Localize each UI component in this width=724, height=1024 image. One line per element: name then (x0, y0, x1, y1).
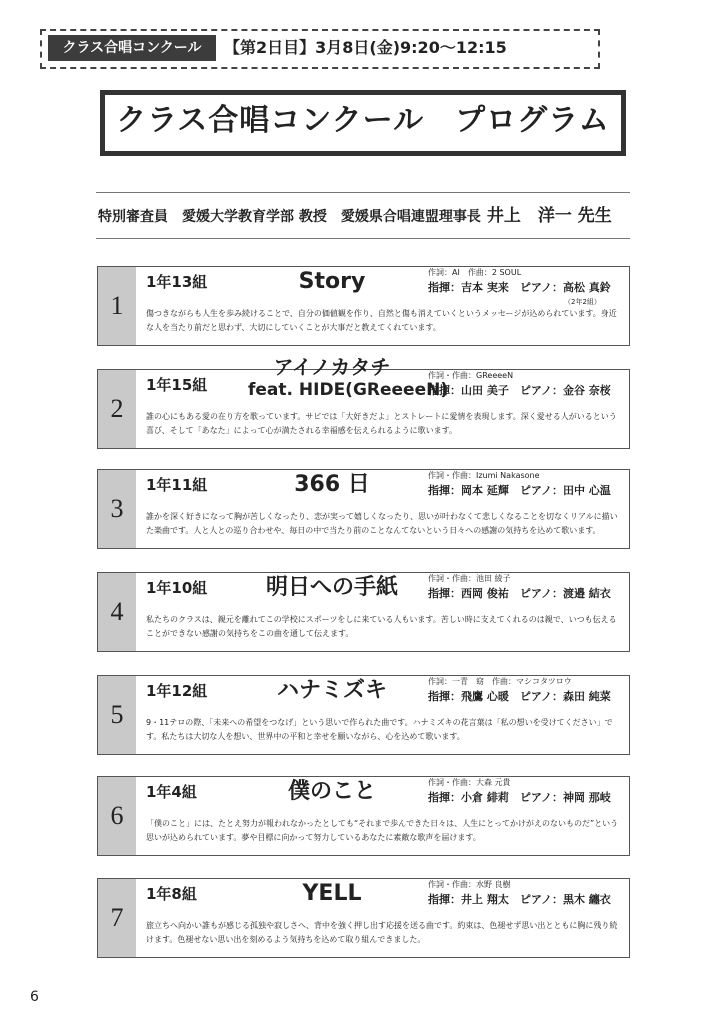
special-judge (98, 204, 628, 229)
header-date: 【第2日目】3月8日(金)9:20〜12:15 (224, 38, 507, 57)
song-title: 366 日 (294, 472, 370, 497)
entry-number-column (98, 777, 136, 855)
performers: 指揮：山田 美子 ピアノ：金谷 奈桜 (428, 384, 611, 397)
song-title: YELL (302, 881, 362, 906)
entry-number: 6 (110, 801, 124, 830)
class-name: 1年13組 (146, 273, 208, 291)
song-credits: 作詞・作曲：大森 元貴 (428, 778, 511, 787)
performers: 指揮：井上 翔太 ピアノ：黒木 纏衣 (428, 893, 611, 906)
entry-number: 3 (110, 494, 124, 523)
song-title: ハナミズキ (276, 678, 387, 703)
song-credits: 作詞：AI 作曲：2 SOUL (428, 268, 522, 277)
entry-number-column (98, 267, 136, 345)
song-description: 9・11テロの際、「未来への希望をつなげ」という思いで作られた曲です。ハナミズキの花言葉は「私の想いを受けてください」です。私たちは大切な人を想い、世界中の平和と幸せを願いながら、心を込めて歌います。 (146, 718, 613, 741)
performers: 指揮：飛鷹 心暖 ピアノ：森田 純菜 (428, 690, 611, 703)
program-entry (97, 572, 630, 652)
song-credits: 作詞：一青 窈 作曲：マシコタツロウ (428, 677, 572, 686)
performers: 指揮：岡本 延輝 ピアノ：田中 心温 (428, 484, 611, 497)
entry-number-column (98, 879, 136, 957)
song-description: 旅立ちへ向かい誰もが感じる孤独や寂しさへ、背中を強く押し出す応援を送る曲です。約束は、色褪せず思い出とともに胸に残り続けます。色褪せない思い出を刻めるよう気持ちを込めて取り組んできました。 (146, 921, 618, 944)
class-name: 1年11組 (146, 476, 208, 494)
entry-number: 2 (110, 394, 124, 423)
performers: 指揮：小倉 緋莉 ピアノ：神岡 那岐 (428, 791, 611, 804)
song-subtitle: feat. HIDE(GReeeeN) (248, 380, 449, 400)
entry-number: 4 (110, 597, 124, 626)
song-description: 傷つきながらも人生を歩み続けることで、自分の価値観を作り、自然と傷も消えていくというメッセージが込められています。身近な人を当たり前だと思わず、大切にしていくことが大事だと教えてくれています。 (146, 309, 617, 332)
song-credits: 作詞・作曲：池田 綾子 (428, 574, 511, 583)
entry-number-column (98, 573, 136, 651)
divider (96, 238, 630, 239)
program-entry (97, 776, 630, 856)
page-number: 6 (30, 989, 39, 1005)
entry-number: 1 (110, 291, 124, 320)
song-title: アイノカタチ (273, 355, 391, 379)
program-entry (97, 266, 630, 346)
song-description: 誰かを深く好きになって胸が苦しくなったり、恋が実って嬉しくなったり、思いが叶わなくて悲しくなることを切なくリアルに描いた楽曲です。人と人との巡り合わせや、毎日の中で当たり前のことなんてないという日々への感謝の気持ちを込めて歌います。 (146, 512, 618, 535)
program-entry (97, 878, 630, 958)
song-title: Story (298, 269, 366, 294)
class-name: 1年12組 (146, 682, 208, 700)
judge-label: 特別審査員 愛媛大学教育学部 教授 愛媛県合唱連盟理事長 (98, 209, 481, 225)
entry-number-column (98, 676, 136, 754)
song-credits: 作詞・作曲：水野 良樹 (428, 880, 511, 889)
class-name: 1年4組 (146, 783, 197, 801)
divider (96, 192, 630, 193)
entry-number: 5 (110, 700, 124, 729)
entry-number-column (98, 370, 136, 448)
entry-number-column (98, 470, 136, 548)
judge-name: 井上 洋一 先生 (486, 206, 612, 226)
class-name: 1年10組 (146, 579, 208, 597)
program-entry (97, 675, 630, 755)
performers: 指揮：吉本 実来 ピアノ：高松 真鈴 (428, 281, 611, 294)
song-credits: 作詞・作曲：GReeeeN (428, 371, 514, 380)
program-entry (97, 469, 630, 549)
performers: 指揮：西岡 俊祐 ピアノ：渡邉 結衣 (428, 587, 611, 600)
class-name: 1年8組 (146, 885, 197, 903)
pianist-grade-note: （2年2組） (564, 298, 601, 306)
song-description: 「僕のこと」には、たとえ努力が報われなかったとしても“それまで歩んできた日々は、人生にとってかけがえのないものだ”という思いが込められています。夢や目標に向かって努力しているあなたに素敵な歌声を届けます。 (146, 819, 619, 842)
page-title: クラス合唱コンクール プログラム (116, 103, 610, 138)
song-title-block (248, 355, 449, 402)
song-description: 誰の心にもある愛の在り方を歌っています。サビでは「大好きだよ」とストレートに愛情を表現します。深く愛せる人がいるという喜び、そして「あなた」によって心が満たされる幸福感を伝えられるように歌います。 (146, 412, 617, 435)
header-tag: クラス合唱コンクール (48, 35, 216, 61)
song-title: 明日への手紙 (265, 575, 398, 600)
song-credits: 作詞・作曲：Izumi Nakasone (428, 471, 540, 480)
entry-number: 7 (110, 903, 124, 932)
program-entry (97, 355, 630, 449)
song-title: 僕のこと (287, 779, 376, 804)
class-name: 1年15組 (146, 376, 208, 394)
song-description: 私たちのクラスは、親元を離れてこの学校にスポーツをしに来ている人もいます。苦しい時に支えてくれるのは親で、いつも伝えることができない感謝の気持ちをこの曲を通して伝えます。 (146, 615, 617, 638)
